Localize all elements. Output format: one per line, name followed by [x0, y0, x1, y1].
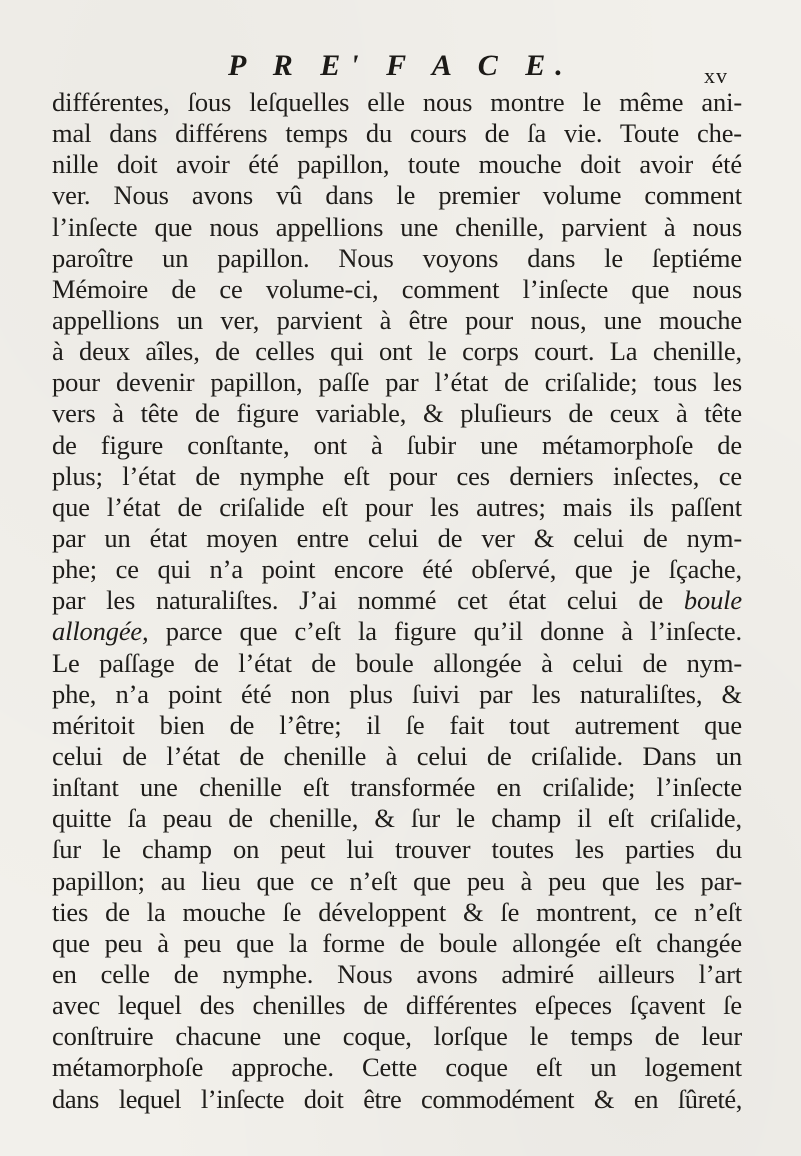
page-title: P R E' F A C E. [228, 49, 573, 82]
text-line: métamorphoſe approche. Cette coque eſt un logement [52, 1052, 742, 1083]
text-line: pour devenir papillon, paſſe par l’état de criſalide; tous les [52, 367, 742, 398]
text-line: phe, n’a point été non plus ſuivi par les naturaliſtes, & [52, 678, 742, 709]
body-text [52, 87, 742, 1115]
text-line: Mémoire de ce volume-ci, comment l’inſecte que nous [52, 273, 742, 304]
text-line: inſtant une chenille eſt transformée en criſalide; l’inſecte [52, 772, 742, 803]
text-line: l’inſecte que nous appellions une chenille, parvient à nous [52, 211, 742, 242]
text-line: de figure conſtante, ont à ſubir une métamorphoſe de [52, 429, 742, 460]
text-line: plus; l’état de nymphe eſt pour ces derniers inſectes, ce [52, 460, 742, 491]
page-number: xv [704, 63, 728, 88]
text-italic: allongée, [52, 616, 149, 647]
running-head [0, 49, 801, 89]
text-line: méritoit bien de l’être; il ſe fait tout autrement que [52, 709, 742, 740]
text-line: en celle de nymphe. Nous avons admiré ailleurs l’art [52, 958, 742, 989]
text-roman: parce que c’eſt la figure qu’il donne à l’inſecte. [148, 616, 742, 647]
text-line: ver. Nous avons vû dans le premier volume comment [52, 180, 742, 211]
text-line: à deux aîles, de celles qui ont le corps court. La chenille, [52, 336, 742, 367]
text-line: celui de l’état de chenille à celui de criſalide. Dans un [52, 740, 742, 771]
text-line [52, 585, 742, 616]
text-line: avec lequel des chenilles de différentes eſpeces ſçavent ſe [52, 990, 742, 1021]
text-line: dans lequel l’inſecte doit être commodément & en ſûreté, [52, 1083, 742, 1114]
text-line: appellions un ver, parvient à être pour nous, une mouche [52, 304, 742, 335]
text-line: Le paſſage de l’état de boule allongée à celui de nym- [52, 647, 742, 678]
text-line: conſtruire chacune une coque, lorſque le temps de leur [52, 1021, 742, 1052]
text-line: papillon; au lieu que ce n’eſt que peu à peu que les par- [52, 865, 742, 896]
text-line: phe; ce qui n’a point encore été obſervé, que je ſçache, [52, 554, 742, 585]
text-line: ties de la mouche ſe développent & ſe montrent, ce n’eſt [52, 896, 742, 927]
text-line: paroître un papillon. Nous voyons dans le ſeptiéme [52, 242, 742, 273]
text-line: nille doit avoir été papillon, toute mouche doit avoir été [52, 149, 742, 180]
text-line [52, 616, 742, 647]
text-line: quitte ſa peau de chenille, & ſur le champ il eſt criſalide, [52, 803, 742, 834]
text-line: que l’état de criſalide eſt pour les autres; mais ils paſſent [52, 491, 742, 522]
text-italic: boule [683, 585, 742, 616]
text-line: que peu à peu que la forme de boule allongée eſt changée [52, 927, 742, 958]
text-line: vers à tête de figure variable, & pluſieurs de ceux à tête [52, 398, 742, 429]
text-line: différentes, ſous leſquelles elle nous montre le même ani- [52, 87, 742, 117]
text-line: ſur le champ on peut lui trouver toutes les parties du [52, 834, 742, 865]
text-line: mal dans différens temps du cours de ſa vie. Toute che- [52, 118, 742, 149]
text-roman: par les naturaliſtes. J’ai nommé cet état celui de [52, 585, 684, 616]
text-line: par un état moyen entre celui de ver & celui de nym- [52, 522, 742, 553]
